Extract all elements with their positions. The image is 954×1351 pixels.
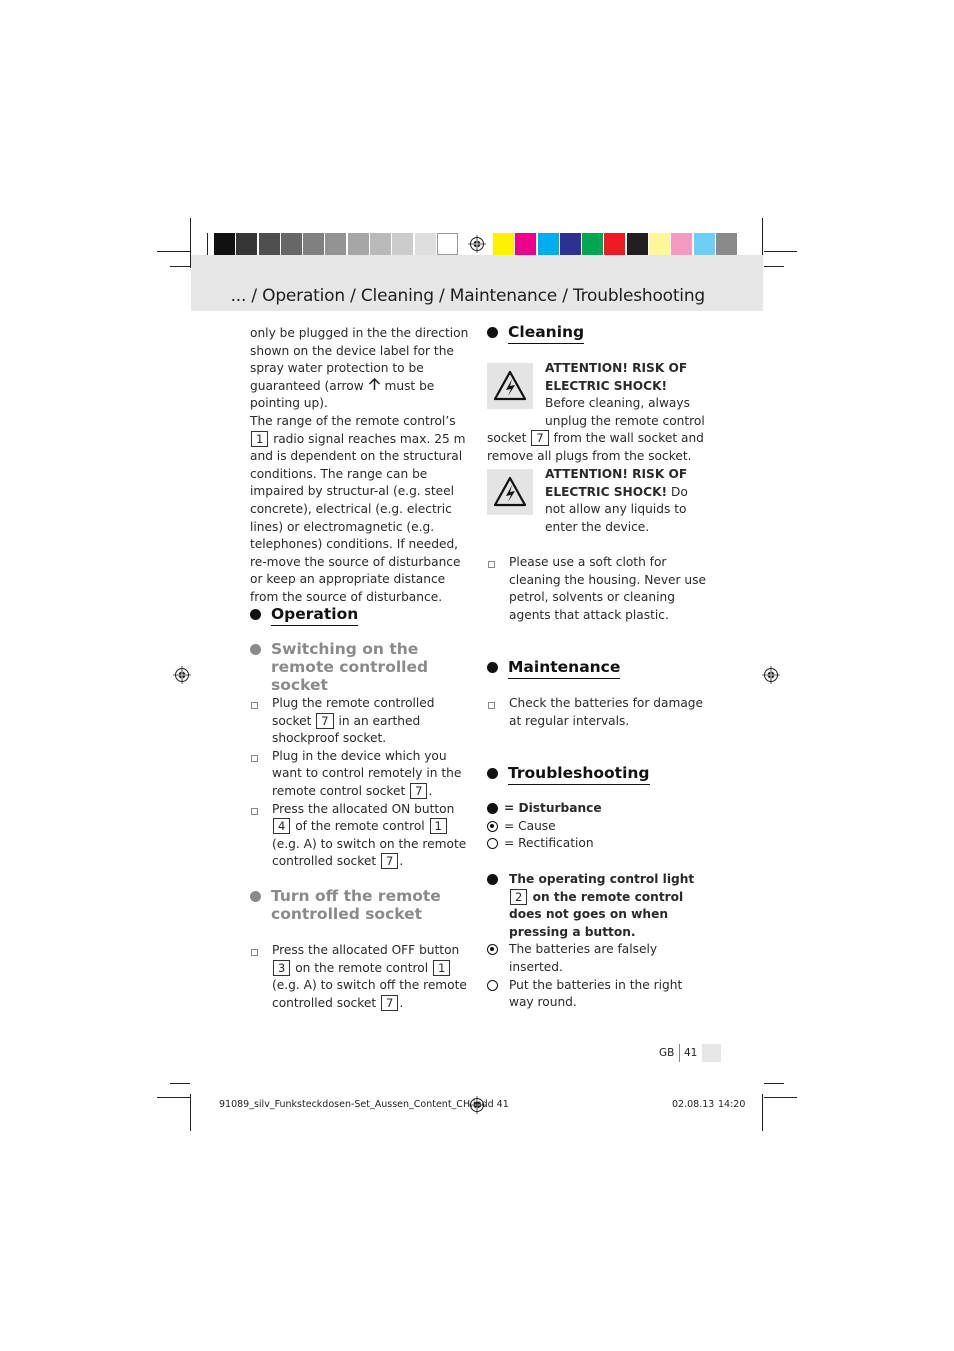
cleaning-list [487, 554, 707, 624]
ref-box: 7 [531, 430, 548, 446]
color-swatch [671, 233, 692, 255]
color-swatch [604, 233, 625, 255]
ref-box: 7 [410, 783, 427, 799]
footer-divider [679, 1044, 680, 1062]
ref-box: 1 [433, 960, 450, 976]
section-maintenance [487, 658, 620, 679]
gray-color-bar [214, 233, 459, 255]
registration-mark-icon [762, 666, 780, 684]
list-item: Check the batteries for damage at regular intervals. [487, 695, 707, 730]
crop-mark [190, 1094, 191, 1131]
color-swatch [560, 233, 581, 255]
arrow-up-icon [368, 378, 381, 391]
page-title: ... / Operation / Cleaning / Maintenance / Troubleshooting [230, 286, 705, 306]
heading-troubleshooting: Troubleshooting [508, 764, 650, 785]
section-operation [250, 605, 358, 626]
ref-box: 4 [273, 818, 290, 834]
intro-text [250, 325, 470, 607]
warning-1: ATTENTION! RISK OF ELECTRIC SHOCK! Before cleaning, always unplug the remote control socket 7 from the wall socket and remove all plugs from the socket. [487, 361, 705, 463]
list-item: Plug the remote controlled socket 7 in an earthed shockproof socket. [250, 695, 470, 748]
registration-mark-icon [468, 235, 486, 253]
crop-mark [157, 251, 190, 252]
color-swatch [437, 233, 458, 255]
disturbance-symbol-icon [487, 803, 498, 814]
color-swatch [694, 233, 715, 255]
process-color-bar [493, 233, 738, 255]
legend-rectification: = Rectification [487, 835, 707, 853]
list-item: Press the allocated OFF button 3 on the remote control 1 (e.g. A) to switch off the remote controlled socket 7 . [250, 942, 470, 1012]
cause-row: The batteries are falsely inserted. [487, 941, 709, 976]
crop-mark [764, 1083, 784, 1084]
ref-box: 2 [510, 889, 527, 905]
footer-time: 14:20 [718, 1099, 746, 1110]
color-swatch [348, 233, 369, 255]
ref-box: 7 [381, 853, 398, 869]
color-swatch [515, 233, 536, 255]
section-turn-off [250, 887, 472, 923]
color-swatch [582, 233, 603, 255]
color-swatch [493, 233, 514, 255]
color-swatch [392, 233, 413, 255]
page-tab [702, 1044, 721, 1062]
range-text: radio signal reaches max. 25 m and is dependent on the structural conditions. The range can be impaired by structur-al (e.g. steel concrete), electrical (e.g. electric lines) or electromagnetic (e.g. telephones) conditions. If needed, re-move the source of disturbance or keep an appropriate distance from the source of disturbance. [250, 431, 466, 604]
color-swatch [236, 233, 257, 255]
color-swatch [627, 233, 648, 255]
turn-off-list [250, 942, 470, 1012]
heading-bullet-icon [250, 609, 261, 620]
rectification-row: Put the batteries in the right way round. [487, 977, 709, 1012]
heading-maintenance: Maintenance [508, 658, 620, 679]
footer-page-number: 41 [684, 1047, 698, 1059]
list-item: Press the allocated ON button 4 of the remote control 1 (e.g. A) to switch on the remote controlled socket 7 . [250, 801, 470, 871]
disturbance-symbol-icon [487, 874, 498, 885]
color-swatch [370, 233, 391, 255]
footer-lang: GB [659, 1047, 675, 1059]
cause-symbol-icon [487, 821, 498, 832]
electric-shock-warning-icon [487, 363, 533, 409]
heading-operation: Operation [271, 605, 358, 626]
warning-2: ATTENTION! RISK OF ELECTRIC SHOCK! Do not allow any liquids to enter the device. [487, 466, 707, 536]
cause-symbol-icon [487, 944, 498, 955]
electric-shock-warning-icon [487, 469, 533, 515]
crop-mark [764, 251, 797, 252]
problem-row: The operating control light 2 on the remote control does not goes on when pressing a button. [487, 871, 709, 941]
ref-box: 7 [381, 995, 398, 1011]
legend-disturbance: = Disturbance [487, 800, 707, 818]
range-text: The range of the remote control’s [250, 413, 456, 428]
maintenance-list [487, 695, 707, 730]
crop-mark [764, 1097, 797, 1098]
section-cleaning [487, 323, 584, 344]
switch-on-list [250, 695, 470, 871]
color-swatch [649, 233, 670, 255]
rectification-symbol-icon [487, 838, 498, 849]
color-swatch [415, 233, 436, 255]
color-swatch [716, 233, 737, 255]
section-switch-on [250, 640, 472, 694]
troubleshooting-table [487, 871, 709, 1012]
color-swatch [259, 233, 280, 255]
legend [487, 800, 707, 853]
list-item: Plug in the device which you want to control remotely in the remote control socket 7 . [250, 748, 470, 801]
heading-switch-on: Switching on the remote controlled socket [271, 640, 429, 694]
ref-box: 1 [430, 818, 447, 834]
crop-mark [157, 1097, 190, 1098]
intro-line: must be pointing up). [250, 378, 435, 411]
color-swatch [214, 233, 235, 255]
ref-box: 7 [316, 713, 333, 729]
color-swatch [281, 233, 302, 255]
color-swatch [538, 233, 559, 255]
crop-mark [764, 266, 784, 267]
list-item: Please use a soft cloth for cleaning the housing. Never use petrol, solvents or cleaning agents that attack plastic. [487, 554, 707, 624]
crop-mark [170, 1083, 190, 1084]
heading-bullet-icon [487, 768, 498, 779]
rectification-symbol-icon [487, 980, 498, 991]
heading-bullet-icon [250, 644, 261, 655]
heading-bullet-icon [250, 891, 261, 902]
color-swatch [325, 233, 346, 255]
heading-turn-off: Turn off the remote controlled socket [271, 887, 441, 923]
crop-mark [207, 233, 208, 255]
ref-box: 3 [273, 960, 290, 976]
registration-mark-icon [173, 666, 191, 684]
crop-mark [762, 1094, 763, 1131]
crop-mark [170, 266, 190, 267]
footer-date: 02.08.13 [672, 1099, 715, 1110]
color-swatch [303, 233, 324, 255]
warning-title: ATTENTION! RISK OF ELECTRIC SHOCK! [545, 467, 688, 499]
ref-box: 1 [251, 431, 268, 447]
footer-filename: 91089_silv_Funksteckdosen-Set_Aussen_Content_CH.indd 41 [219, 1099, 509, 1110]
section-troubleshooting [487, 764, 650, 785]
heading-bullet-icon [487, 327, 498, 338]
legend-cause: = Cause [487, 818, 707, 836]
heading-bullet-icon [487, 662, 498, 673]
intro-line: only be plugged in the the direction shown on the device label for the spray water protection to be guaranteed (arrow [250, 326, 469, 393]
heading-cleaning: Cleaning [508, 323, 584, 344]
warning-title: ATTENTION! RISK OF ELECTRIC SHOCK! [545, 361, 688, 393]
